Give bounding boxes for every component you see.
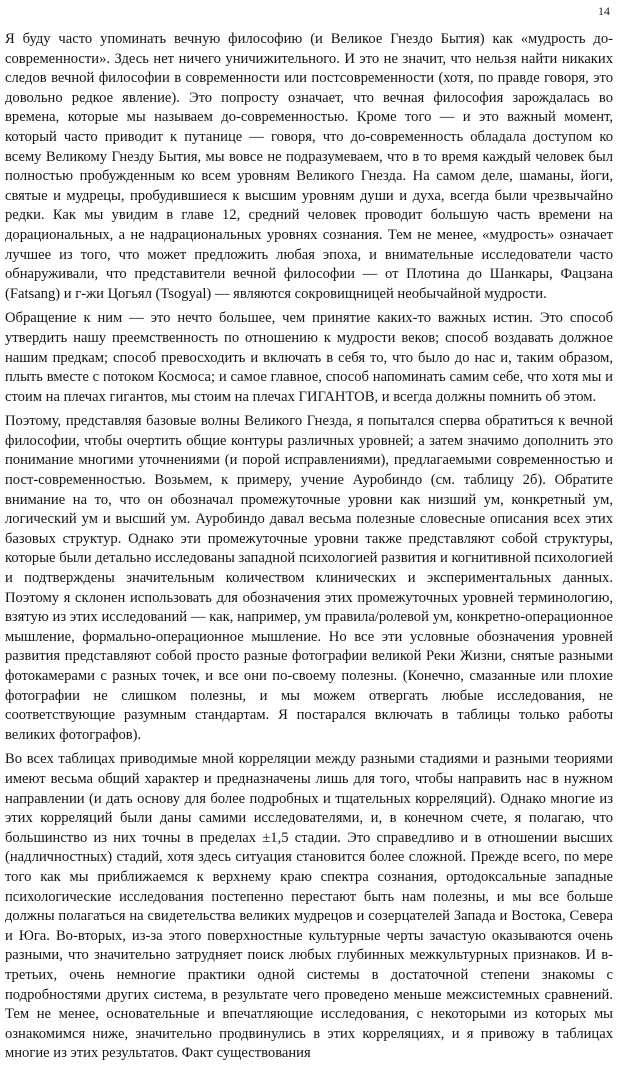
page-number: 14 bbox=[598, 4, 610, 18]
paragraph-2: Обращение к ним — это нечто большее, чем принятие каких-то важных истин. Это способ утвердить нашу преемственность по отношению к мудрости веков; способ воздавать должное нашим предкам; способ превосходить и включать в себя то, что было до нас и, таким образом, плыть вместе с потоком Космоса; и самое главное, способ напоминать самим себе, что хотя мы и стоим на плечах гигантов, мы стоим на плечах ГИГАНТОВ, и всегда должны помнить об этом. bbox=[5, 310, 613, 405]
document-body bbox=[5, 30, 613, 1069]
paragraph-1: Я буду часто упоминать вечную философию (и Великое Гнездо Бытия) как «мудрость до-современности». Здесь нет ничего уничижительного. И это не значит, что нельзя найти никаких следов вечной философии в современности или постсовременности (хотя, по правде говоря, это довольно редкое явление). Это попросту означает, что вечная философия зарождалась во времена, которые мы называем до-современностью. Кроме того — и это важный момент, который часто приводит к путанице — говоря, что до-современность обладала доступом ко всему Великому Гнезду Бытия, мы вовсе не подразумеваем, что в то время каждый человек был полностью пробужденным ко всем уровням Великого Гнезда. На самом деле, шаманы, йоги, святые и мудрецы, пробудившиеся к высшим уровням души и духа, всегда были чрезвычайно редки. Как мы увидим в главе 12, средний человек проводит большую часть времени на дорациональных, а не надрациональных уровнях сознания. Тем не менее, «мудрость» означает лучшее из того, что может предложить любая эпоха, и внимательные исследователи часто обнаруживали, что представители вечной философии — от Плотина до Шанкары, Фацзана (Fatsang) и г-жи Цогьял (Tsogyal) — являются сокровищницей необычайной мудрости. bbox=[5, 31, 613, 302]
paragraph-3: Поэтому, представляя базовые волны Великого Гнезда, я попытался сперва обратиться к вечной философии, чтобы очертить общие контуры различных уровней; а затем значимо дополнить это понимание многими уточнениями (и порой исправлениями), предлагаемыми современностью и пост-современностью. Возьмем, к примеру, учение Ауробиндо (см. таблицу 2б). Обратите внимание на то, что он обозначал промежуточные уровни как низший ум, конкретный ум, логический ум и высший ум. Ауробиндо давал весьма полезные словесные описания всех этих базовых структур. Однако эти промежуточные уровни также представляют собой структуры, которые были детально исследованы западной психологией развития и когнитивной психологией и подтверждены значительным количеством клинических и экспериментальных данных. Поэтому я склонен использовать для обозначения этих промежуточных уровней терминологию, взятую из этих исследований — как, например, ум правила/ролевой ум, конкретно-операционное мышление, формально-операционное мышление. Но все эти условные обозначения уровней развития представляют собой просто разные фотографии великой Реки Жизни, снятые разными фотокамерами с разных точек, и все они по-своему полезны. (Конечно, смазанные или плохие фотографии не слишком полезны, и мы можем отвергать любые исследования, не соответствующие разумным стандартам. Я постарался включать в таблицы только работы великих фотографов). bbox=[5, 413, 613, 743]
paragraph-4: Во всех таблицах приводимые мной корреляции между разными стадиями и разными теориями имеют весьма общий характер и предназначены лишь для того, чтобы направить нас в нужном направлении (и дать основу для более подробных и тщательных корреляций). Однако многие из этих корреляций были даны самими исследователями, и, в конечном счете, я полагаю, что большинство из них точны в пределах ±1,5 стадии. Это справедливо и в отношении высших (надличностных) стадий, хотя здесь ситуация становится более сложной. Прежде всего, по мере того как мы приближаемся к верхнему краю спектра сознания, ортодоксальные западные психологические исследования постепенно перестают быть нам полезны, и мы все больше должны полагаться на свидетельства великих мудрецов и созерцателей Запада и Востока, Севера и Юга. Во-вторых, из-за этого поверхностные культурные черты зачастую оказываются очень разными, что значительно затрудняет поиск любых глубинных межкультурных признаков. И в-третьих, очень немногие практики одной системы в достаточной степени знакомы с подробностями других система, в результате чего проведено меньше межсистемных сравнений. Тем не менее, основательные и впечатляющие исследования, с некоторыми из которых мы ознакомимся ниже, значительно продвинулись в этих корреляциях, и я привожу в таблицах многие из этих результатов. Факт существования bbox=[5, 751, 613, 1062]
